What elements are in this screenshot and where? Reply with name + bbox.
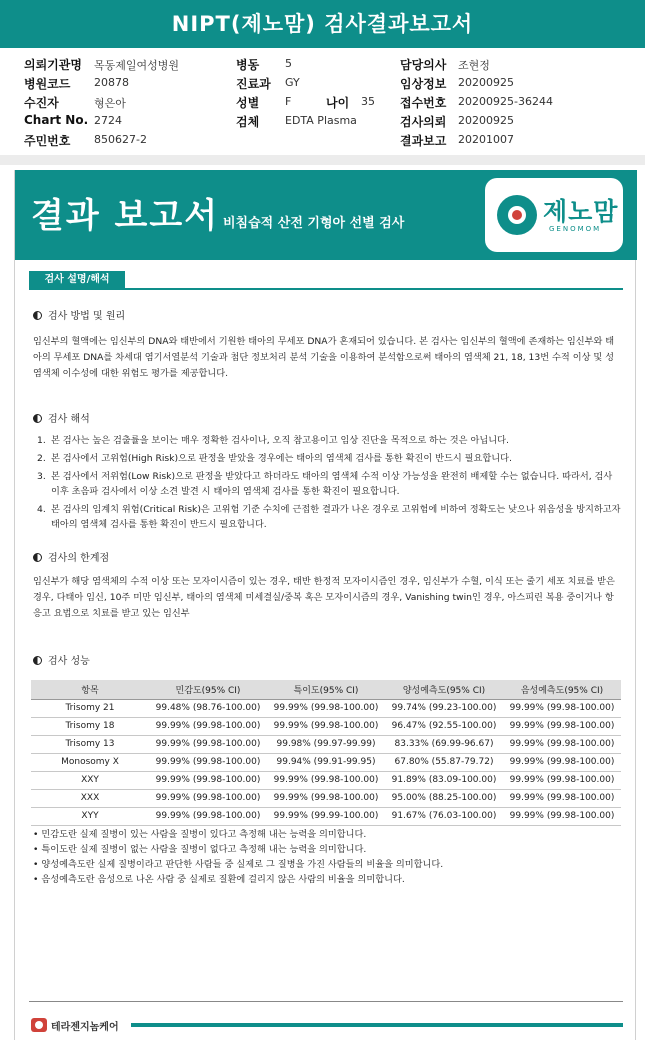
- table-header: 음성예측도(95% CI): [503, 680, 621, 699]
- table-row: [31, 771, 621, 789]
- list-item: 4. 본 검사의 임계치 위험(Critical Risk)은 고위험 기준 수치에 근접한 결과가 나온 경우로 고위험에 비하여 정확도는 낮으나 위음성을 방지하고자 태아의 염색체 검사를 통한 확진이 반드시 필요합니다.: [37, 504, 621, 530]
- info-label: 검체: [236, 115, 260, 129]
- limit-heading: 검사의 한계점: [33, 549, 109, 564]
- info-value: 850627-2: [94, 133, 147, 146]
- info-label: 의뢰기관명: [24, 58, 82, 72]
- info-value: 형은아: [94, 97, 126, 110]
- info-value: 20200925: [458, 76, 514, 89]
- table-row: [31, 789, 621, 807]
- info-label: 주민번호: [24, 134, 71, 148]
- table-row: [31, 717, 621, 735]
- table-cell: Trisomy 18: [31, 717, 149, 735]
- info-label: 수진자: [24, 96, 59, 110]
- info-row: [0, 56, 645, 74]
- info-value: F: [285, 95, 292, 108]
- section-tab: 검사 설명/해석: [29, 271, 125, 288]
- report-banner: [15, 170, 637, 260]
- logo-text: 제노맘: [543, 197, 619, 226]
- info-value: 조현정: [458, 59, 490, 72]
- table-cell: 99.99% (99.98-100.00): [503, 771, 621, 789]
- table-header: 민감도(95% CI): [149, 680, 267, 699]
- limit-text: 임신부가 해당 염색체의 수적 이상 또는 모자이시즘이 있는 경우, 태반 한정적 모자이시즘인 경우, 임신부가 수혈, 이식 또는 줄기 세포 치료를 받은 경우, 다태아 임신, 10주 미만 임신부, 태아의 염색체 미세결실/중복 혹은 모자이시즘의 경우, Vanishing twin인 경우, 아스피린 복용 중이거나 항 응고 요법으로 치료를 받고 있는 임신부: [33, 576, 615, 619]
- section-rule: [29, 288, 623, 290]
- table-cell: 99.99% (99.99-100.00): [267, 807, 385, 825]
- info-row: [0, 132, 645, 150]
- table-row: [31, 753, 621, 771]
- table-cell: 99.99% (99.98-100.00): [149, 735, 267, 753]
- table-row: [31, 699, 621, 717]
- table-cell: 99.74% (99.23-100.00): [385, 699, 503, 717]
- note-item: • 민감도란 실제 질병이 있는 사람을 질병이 있다고 측정해 내는 능력을 의미합니다.: [33, 829, 367, 840]
- table-cell: 95.00% (88.25-100.00): [385, 789, 503, 807]
- info-value: 2724: [94, 114, 122, 127]
- table-row: [31, 735, 621, 753]
- table-row: [31, 807, 621, 825]
- table-cell: 67.80% (55.87-79.72): [385, 753, 503, 771]
- info-value: 20201007: [458, 133, 514, 146]
- note-item: • 음성예측도란 음성으로 나온 사람 중 실제로 질환에 걸리지 않은 사람의 비율을 의미합니다.: [33, 874, 405, 885]
- table-cell: 83.33% (69.99-96.67): [385, 735, 503, 753]
- info-label: 나이: [326, 96, 350, 110]
- report-document: [14, 170, 636, 1040]
- info-row: [0, 113, 645, 131]
- table-cell: 99.99% (99.98-100.00): [267, 789, 385, 807]
- info-value: GY: [285, 76, 300, 89]
- method-text: 임신부의 혈액에는 임신부의 DNA와 태반에서 기원한 태아의 무세포 DNA가 혼재되어 있습니다. 본 검사는 임신부의 혈액에 존재하는 임신부와 태아의 무세포 DNA를 차세대 염기서열분석 기술과 첨단 정보처리 분석 기술을 이용하여 분석함으로써 태아의 염색체 21, 18, 13번 수적 이상 및 성염색체 이수성에 대한 위험도 평가를 제공합니다.: [33, 336, 615, 379]
- info-label: 결과보고: [400, 134, 447, 148]
- note-item: • 특이도란 실제 질병이 없는 사람을 질병이 없다고 측정해 내는 능력을 의미합니다.: [33, 844, 367, 855]
- half-circle-icon: [33, 311, 42, 320]
- info-label: 담당의사: [400, 58, 447, 72]
- table-header: 특이도(95% CI): [267, 680, 385, 699]
- table-cell: 99.48% (98.76-100.00): [149, 699, 267, 717]
- table-header-row: [31, 680, 621, 699]
- info-value: 35: [361, 95, 375, 108]
- table-cell: XXY: [31, 771, 149, 789]
- info-label: 검사의뢰: [400, 115, 447, 129]
- interp-heading: 검사 해석: [33, 410, 90, 425]
- info-label: 병원코드: [24, 77, 71, 91]
- half-circle-icon: [33, 553, 42, 562]
- table-header: 항목: [31, 680, 149, 699]
- table-cell: 99.99% (99.98-100.00): [267, 771, 385, 789]
- banner-subtitle: 비침습적 산전 기형아 선별 검사: [223, 216, 405, 231]
- info-value: 5: [285, 57, 292, 70]
- banner-title: 결과 보고서: [31, 196, 220, 236]
- genomom-logo: [485, 178, 623, 252]
- table-cell: Trisomy 13: [31, 735, 149, 753]
- info-label: 임상정보: [400, 77, 447, 91]
- perf-heading: 검사 성능: [33, 652, 90, 667]
- table-cell: 99.99% (99.98-100.00): [503, 753, 621, 771]
- list-item: 2. 본 검사에서 고위험(High Risk)으로 판정을 받았을 경우에는 태아의 염색체 검사를 통한 확진이 반드시 필요합니다.: [37, 453, 512, 464]
- interp-list: [37, 433, 621, 535]
- half-circle-icon: [33, 414, 42, 423]
- table-cell: XXX: [31, 789, 149, 807]
- info-value: EDTA Plasma: [285, 114, 357, 127]
- info-label: Chart No.: [24, 113, 89, 127]
- footer-company: 테라젠지놈케어: [51, 1022, 119, 1033]
- half-circle-icon: [33, 656, 42, 665]
- note-item: • 양성예측도란 실제 질병이라고 판단한 사람들 중 실제로 그 질병을 가진 사람들의 비율을 의미합니다.: [33, 859, 444, 870]
- logo-mark-icon: [497, 195, 537, 235]
- table-cell: 99.99% (99.98-100.00): [503, 789, 621, 807]
- table-cell: 99.99% (99.98-100.00): [503, 807, 621, 825]
- definition-notes: [33, 827, 621, 887]
- table-cell: 99.94% (99.91-99.95): [267, 753, 385, 771]
- info-value: 20200925: [458, 114, 514, 127]
- method-heading: 검사 방법 및 원리: [33, 307, 125, 322]
- info-label: 병동: [236, 58, 260, 72]
- table-cell: 91.67% (76.03-100.00): [385, 807, 503, 825]
- table-cell: Monosomy X: [31, 753, 149, 771]
- info-value: 목동제일여성병원: [94, 59, 180, 72]
- table-cell: 99.99% (99.98-100.00): [267, 699, 385, 717]
- footer-bar: [131, 1023, 623, 1027]
- divider: [0, 155, 645, 165]
- list-item: 3. 본 검사에서 저위험(Low Risk)으로 판정을 받았다고 하더라도 태아의 염색체 수적 이상 가능성을 완전히 배제할 수는 없습니다. 따라서, 검사 이후 초음파 검사에서 이상 소견 발견 시 태아의 염색체 검사를 통한 확진이 필요합니다.: [37, 471, 613, 497]
- table-cell: 91.89% (83.09-100.00): [385, 771, 503, 789]
- table-cell: 99.99% (99.98-100.00): [149, 753, 267, 771]
- table-cell: 99.99% (99.98-100.00): [149, 717, 267, 735]
- info-value: 20200925-36244: [458, 95, 553, 108]
- table-cell: 99.99% (99.98-100.00): [267, 717, 385, 735]
- info-row: [0, 94, 645, 112]
- table-header: 양성예측도(95% CI): [385, 680, 503, 699]
- table-cell: 99.99% (99.98-100.00): [149, 807, 267, 825]
- info-label: 접수번호: [400, 96, 447, 110]
- list-item: 1. 본 검사는 높은 검출률을 보이는 매우 정확한 검사이나, 오직 참고용이고 임상 진단을 목적으로 하는 것은 아닙니다.: [37, 435, 509, 446]
- table-cell: 99.99% (99.98-100.00): [149, 789, 267, 807]
- patient-info-panel: [0, 48, 645, 156]
- performance-table: [31, 680, 621, 826]
- table-cell: 99.99% (99.98-100.00): [503, 699, 621, 717]
- table-cell: 99.98% (99.97-99.99): [267, 735, 385, 753]
- info-value: 20878: [94, 76, 129, 89]
- info-label: 성별: [236, 96, 260, 110]
- info-label: 진료과: [236, 77, 271, 91]
- logo-en: GENOMOM: [549, 225, 602, 233]
- table-cell: 99.99% (99.98-100.00): [149, 771, 267, 789]
- info-row: [0, 75, 645, 93]
- table-cell: XYY: [31, 807, 149, 825]
- table-cell: 99.99% (99.98-100.00): [503, 717, 621, 735]
- table-cell: 99.99% (99.98-100.00): [503, 735, 621, 753]
- company-logo-icon: [31, 1018, 47, 1032]
- footer-rule: [29, 1001, 623, 1002]
- report-title: NIPT(제노맘) 검사결과보고서: [0, 0, 645, 48]
- table-cell: 96.47% (92.55-100.00): [385, 717, 503, 735]
- table-cell: Trisomy 21: [31, 699, 149, 717]
